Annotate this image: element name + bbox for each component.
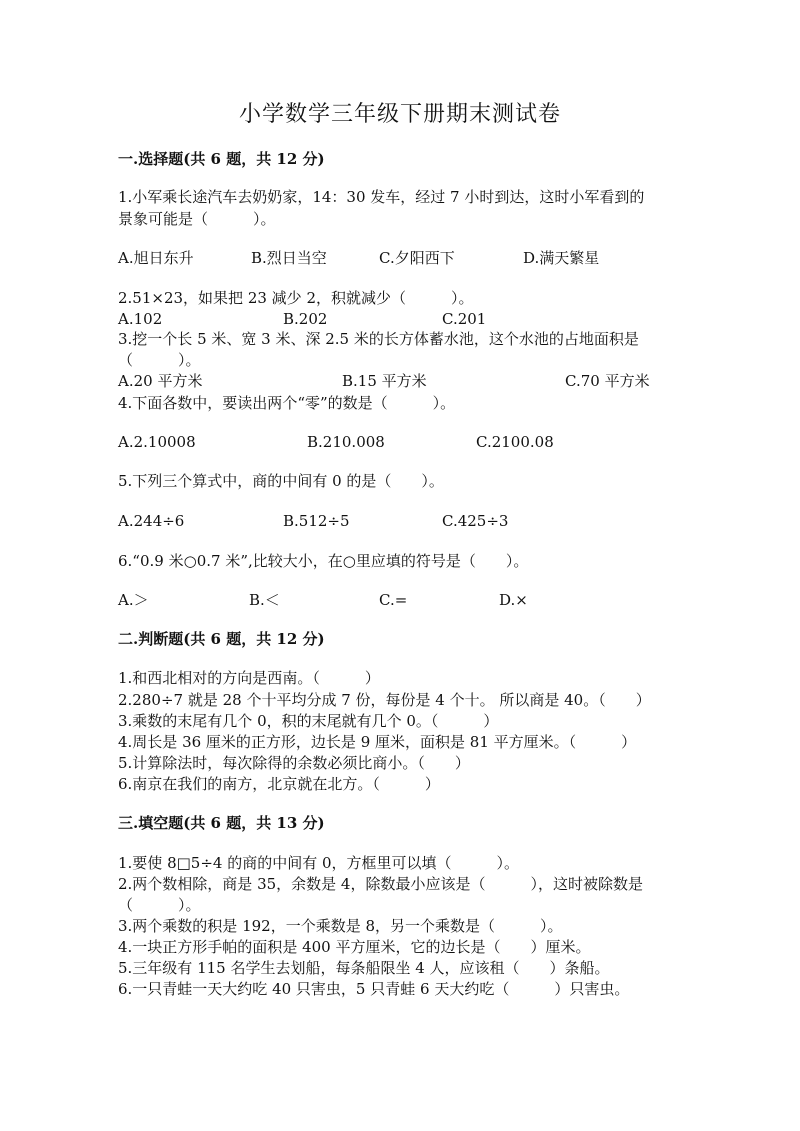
list-item: 5.三年级有 115 名学生去划船，每条船限坐 4 人，应该租（ ）条船。 [118,959,610,977]
question-text: 3.挖一个长 5 米、宽 3 米、深 2.5 米的长方体蓄水池，这个水池的占地面积是 [118,330,639,348]
option-c: C.2100.08 [476,433,554,451]
list-item: 4.周长是 36 厘米的正方形，边长是 9 厘米，面积是 81 平方厘米。（ ） [118,733,637,751]
option-a: A.102 [118,310,163,328]
question-text: 2.51×23，如果把 23 减少 2，积就减少（ ）。 [118,289,474,307]
option-b: B.512÷5 [283,512,350,530]
list-item: 1.和西北相对的方向是西南。（ ） [118,669,380,687]
option-a: A.20 平方米 [118,372,203,390]
page-title: 小学数学三年级下册期末测试卷 [238,102,561,127]
option-b: B.15 平方米 [342,372,427,390]
option-a: A.2.10008 [118,433,196,451]
question-text: 6.“0.9 米○0.7 米”,比较大小，在○里应填的符号是（ ）。 [118,552,529,570]
list-item: 1.要使 8□5÷4 的商的中间有 0，方框里可以填（ ）。 [118,854,520,872]
list-item: 3.两个乘数的积是 192，一个乘数是 8，另一个乘数是（ ）。 [118,917,563,935]
list-item: 3.乘数的末尾有几个 0，积的末尾就有几个 0。（ ） [118,712,499,730]
list-item: 6.一只青蛙一天大约吃 40 只害虫，5 只青蛙 6 天大约吃（ ）只害虫。 [118,980,630,998]
question-text: 4.下面各数中，要读出两个“零”的数是（ ）。 [118,394,456,412]
list-item: 6.南京在我们的南方，北京就在北方。（ ） [118,775,440,793]
option-c: C.425÷3 [442,512,509,530]
option-c: C.夕阳西下 [379,249,455,267]
option-b: B.202 [283,310,328,328]
list-item: 2.两个数相除，商是 35，余数是 4，除数最小应该是（ ），这时被除数是 [118,875,643,893]
section-heading-judgment: 二.判断题(共 6 题，共 12 分) [118,630,325,648]
option-c: C.70 平方米 [565,372,650,390]
option-a: A.＞ [118,591,149,609]
option-d: D.满天繁星 [523,249,600,267]
option-d: D.× [499,591,528,609]
section-heading-fill-in: 三.填空题(共 6 题，共 13 分) [118,814,325,832]
list-item: 4.一块正方形手帕的面积是 400 平方厘米，它的边长是（ ）厘米。 [118,938,591,956]
option-a: A.旭日东升 [118,249,194,267]
list-item: 5.计算除法时，每次除得的余数必须比商小。（ ） [118,754,470,772]
option-b: B.烈日当空 [251,249,327,267]
option-c: C.= [379,591,408,609]
option-b: B.210.008 [307,433,385,451]
option-c: C.201 [442,310,487,328]
option-b: B.＜ [249,591,280,609]
question-text: 景象可能是（ ）。 [118,210,276,228]
list-item: （ ）。 [118,896,201,914]
list-item: 2.280÷7 就是 28 个十平均分成 7 份，每份是 4 个十。 所以商是 40。（ ） [118,691,651,709]
question-text: 1.小军乘长途汽车去奶奶家，14：30 发车，经过 7 小时到达，这时小军看到的 [118,188,645,206]
option-a: A.244÷6 [118,512,185,530]
question-text: （ ）。 [118,351,201,369]
question-text: 5.下列三个算式中，商的中间有 0 的是（ ）。 [118,472,444,490]
section-heading-choice: 一.选择题(共 6 题，共 12 分) [118,150,325,168]
